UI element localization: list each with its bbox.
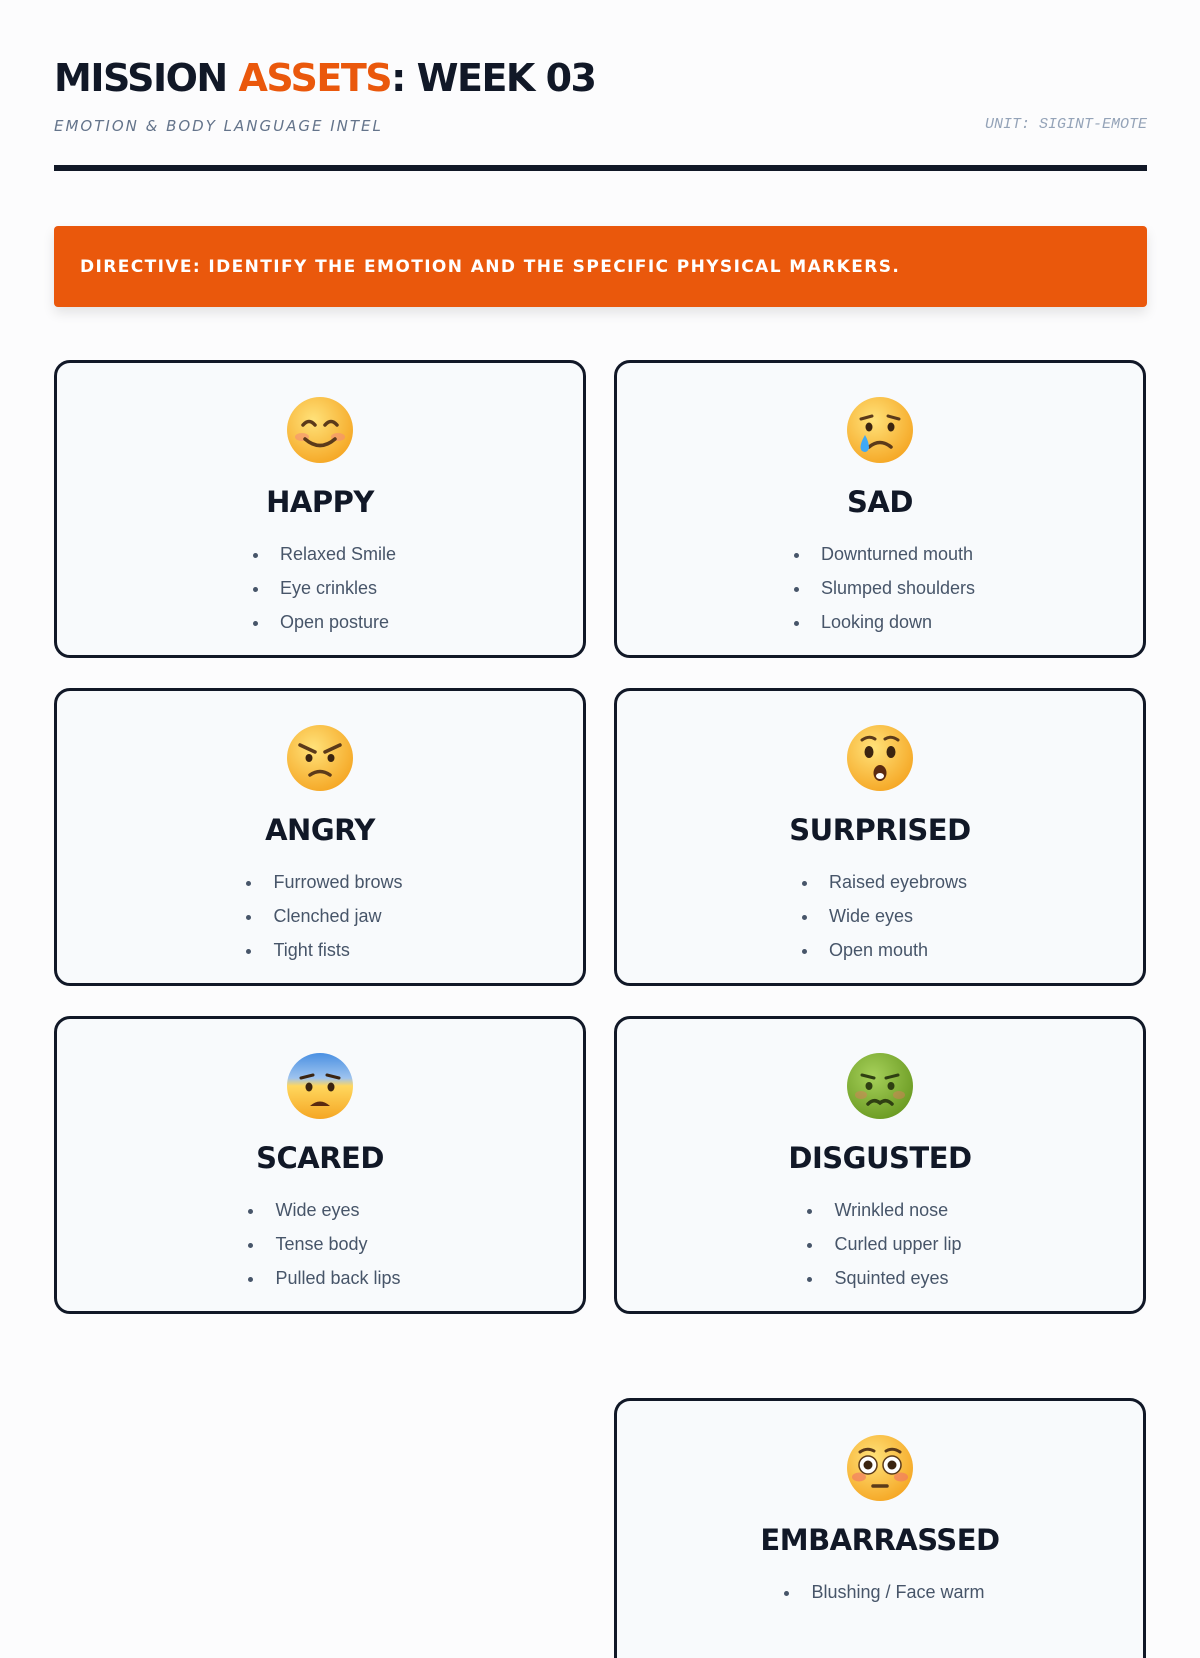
title-part-1: MISSION (54, 56, 239, 100)
flushed-face-icon (845, 1433, 915, 1503)
directive-banner (54, 226, 1147, 307)
marker-list (775, 1575, 984, 1609)
marker-list (239, 1193, 400, 1295)
marker-item: • Tense body (265, 1227, 400, 1261)
marker-item: • Wide eyes (819, 899, 967, 933)
directive-text: DIRECTIVE: IDENTIFY THE EMOTION AND THE SPECIFIC PHYSICAL MARKERS. (80, 256, 901, 277)
emotion-card-scared (54, 1016, 586, 1314)
marker-item: • Looking down (811, 605, 975, 639)
marker-item: • Slumped shoulders (811, 571, 975, 605)
marker-item: • Raised eyebrows (819, 865, 967, 899)
marker-item: • Downturned mouth (811, 537, 975, 571)
marker-list (793, 865, 967, 967)
emotion-label: EMBARRASSED (760, 1523, 1000, 1557)
emotion-card-angry (54, 688, 586, 986)
marker-item: • Wide eyes (265, 1193, 400, 1227)
fearful-face-icon (285, 1051, 355, 1121)
marker-list (244, 537, 396, 639)
title-accent: ASSETS (238, 56, 392, 100)
marker-item: • Relaxed Smile (270, 537, 396, 571)
emotion-card-embarrassed (614, 1398, 1146, 1658)
marker-item: • Eye crinkles (270, 571, 396, 605)
emotion-label: SURPRISED (789, 813, 971, 847)
marker-item: • Tight fists (263, 933, 402, 967)
page-subtitle: EMOTION & BODY LANGUAGE INTEL (54, 117, 383, 135)
marker-item: • Curled upper lip (824, 1227, 961, 1261)
marker-item: • Open posture (270, 605, 396, 639)
crying-face-icon (845, 395, 915, 465)
marker-item: • Clenched jaw (263, 899, 402, 933)
header-divider (54, 165, 1147, 171)
marker-item: • Blushing / Face warm (801, 1575, 984, 1609)
emotion-label: ANGRY (265, 813, 375, 847)
emotion-card-disgusted (614, 1016, 1146, 1314)
nauseated-face-icon (845, 1051, 915, 1121)
smiling-face-icon (285, 395, 355, 465)
hushed-face-icon (845, 723, 915, 793)
marker-item: • Squinted eyes (824, 1261, 961, 1295)
unit-code: UNIT: SIGINT-EMOTE (984, 116, 1147, 133)
emotion-card-surprised (614, 688, 1146, 986)
page-title (54, 56, 595, 100)
marker-list (798, 1193, 961, 1295)
marker-item: • Open mouth (819, 933, 967, 967)
marker-item: • Furrowed brows (263, 865, 402, 899)
angry-face-icon (285, 723, 355, 793)
title-part-2: : WEEK 03 (391, 56, 596, 100)
emotion-label: SAD (847, 485, 913, 519)
marker-item: • Wrinkled nose (824, 1193, 961, 1227)
marker-list (785, 537, 975, 639)
marker-list (237, 865, 402, 967)
marker-item: • Pulled back lips (265, 1261, 400, 1295)
emotion-card-sad (614, 360, 1146, 658)
worksheet-page (54, 0, 1147, 1600)
emotion-label: DISGUSTED (788, 1141, 972, 1175)
emotion-label: HAPPY (266, 485, 374, 519)
emotion-label: SCARED (256, 1141, 384, 1175)
emotion-card-happy (54, 360, 586, 658)
